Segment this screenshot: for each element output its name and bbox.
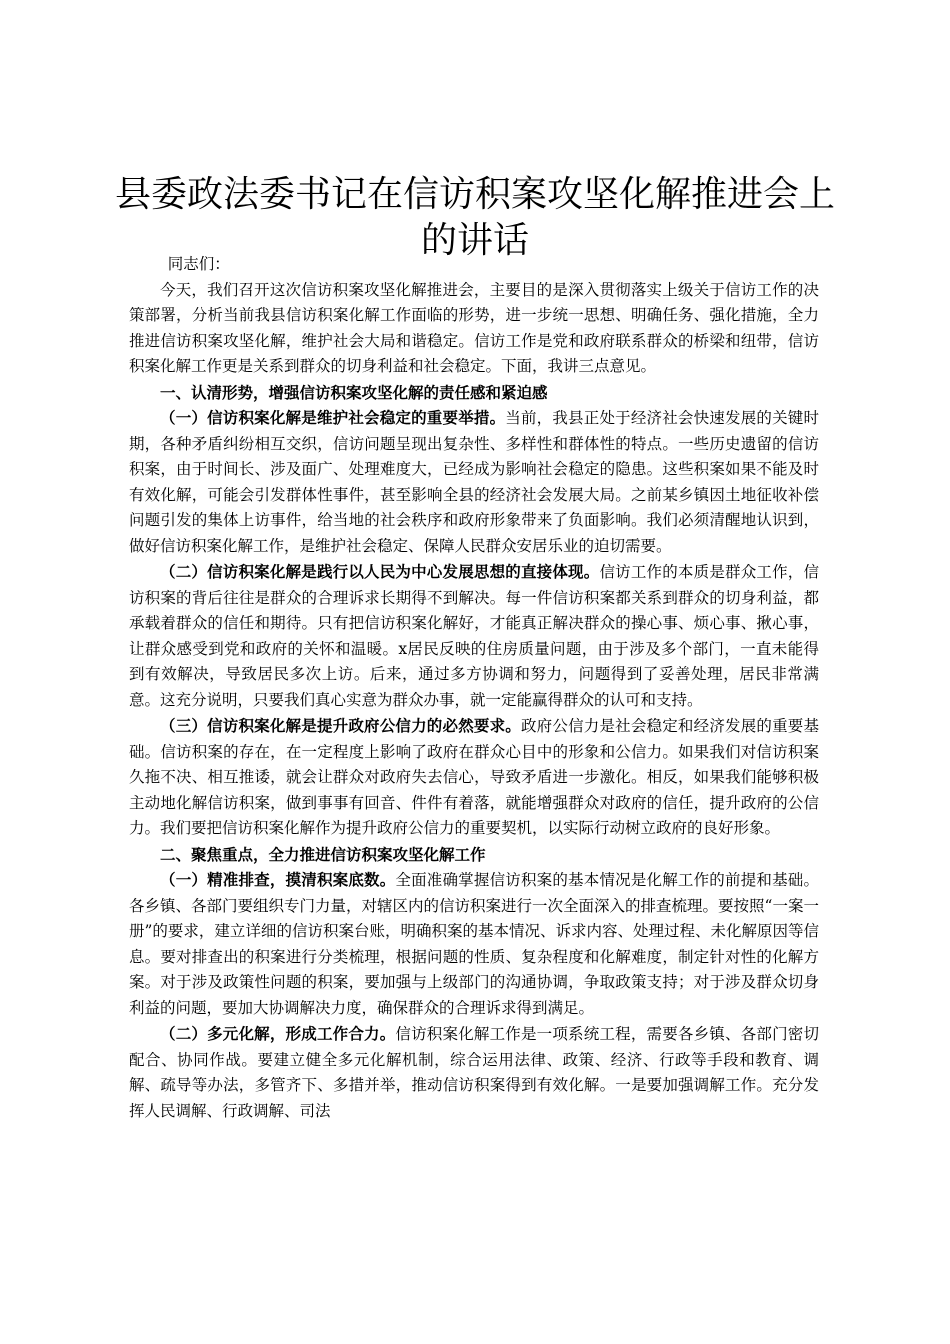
paragraph-text: 信访积案化解工作是一项系统工程，需要各乡镇、各部门密切配合、协同作战。要建立健全多元化解机制，综合运用法律、政策、经济、行政等手段和教育、调解、疏导等办法，多管齐下、多措并举，推动信访积案得到有效化解。一是要加强调解工作。充分发挥人民调解、行政调解、司法 bbox=[129, 1025, 819, 1120]
document-title: 县委政法委书记在信访积案攻坚化解推进会上的讲话 bbox=[114, 174, 835, 261]
section-heading: 二、聚焦重点，全力推进信访积案攻坚化解工作 bbox=[160, 844, 486, 864]
paragraph-lead: （一）精准排查，摸清积案底数。 bbox=[160, 870, 396, 889]
paragraph-text: 全面准确掌握信访积案的基本情况是化解工作的前提和基础。各乡镇、各部门要组织专门力量，对辖区内的信访积案进行一次全面深入的排查梳理。要按照“一案一册”的要求，建立详细的信访积案台账，明确积案的基本情况、诉求内容、处理过程、未化解原因等信息。要对排查出的积案进行分类梳理，根据问题的性质、复杂程度和化解难度，制定针对性的化解方案。对于涉及政策性问题的积案，要加强与上级部门的沟通协调，争取政策支持；对于涉及群众切身利益的问题，要加大协调解决力度，确保群众的合理诉求得到满足。 bbox=[129, 871, 819, 1017]
body-paragraph bbox=[129, 405, 819, 559]
paragraph-lead: （二）多元化解，形成工作合力。 bbox=[160, 1024, 396, 1043]
section-heading: 一、认清形势，增强信访积案攻坚化解的责任感和紧迫感 bbox=[160, 382, 548, 402]
body-paragraph bbox=[129, 1021, 819, 1124]
paragraph-lead: （三）信访积案化解是提升政府公信力的必然要求。 bbox=[160, 716, 521, 735]
greeting: 同志们： bbox=[167, 255, 230, 273]
document-body bbox=[129, 252, 819, 1124]
paragraph-text: 当前，我县正处于经济社会快速发展的关键时期，各种矛盾纠纷相互交织，信访问题呈现出复杂性、多样性和群体性的特点。一些历史遗留的信访积案，由于时间长、涉及面广、处理难度大，已经成为影响社会稳定的隐患。这些积案如果不能及时有效化解，可能会引发群体性事件，甚至影响全县的经济社会发展大局。之前某乡镇因土地征收补偿问题引发的集体上访事件，给当地的社会秩序和政府形象带来了负面影响。我们必须清醒地认识到，做好信访积案化解工作，是维护社会稳定、保障人民群众安居乐业的迫切需要。 bbox=[129, 409, 819, 555]
paragraph-text: 政府公信力是社会稳定和经济发展的重要基础。信访积案的存在，在一定程度上影响了政府在群众心目中的形象和公信力。如果我们对信访积案久拖不决、相互推诿，就会让群众对政府失去信心，导致矛盾进一步激化。相反，如果我们能够积极主动地化解信访积案，做到事事有回音、件件有着落，就能增强群众对政府的信任，提升政府的公信力。我们要把信访积案化解作为提升政府公信力的重要契机，以实际行动树立政府的良好形象。 bbox=[129, 717, 819, 837]
paragraph-text: 信访工作的本质是群众工作，信访积案的背后往往是群众的合理诉求长期得不到解决。每一件信访积案都关系到群众的切身利益，都承载着群众的信任和期待。只有把信访积案化解好，才能真正解决群众的操心事、烦心事、揪心事，让群众感受到党和政府的关怀和温暖。x居民反映的住房质量问题，由于涉及多个部门，一直未能得到有效解决，导致居民多次上访。后来，通过多方协调和努力，问题得到了妥善处理，居民非常满意。这充分说明，只要我们真心实意为群众办事，就一定能赢得群众的认可和支持。 bbox=[129, 563, 819, 709]
body-paragraph bbox=[129, 867, 819, 1021]
body-paragraph bbox=[129, 559, 819, 713]
paragraph-lead: （二）信访积案化解是践行以人民为中心发展思想的直接体现。 bbox=[160, 562, 600, 581]
intro-paragraph: 今天，我们召开这次信访积案攻坚化解推进会，主要目的是深入贯彻落实上级关于信访工作的决策部署，分析当前我县信访积案化解工作面临的形势，进一步统一思想、明确任务、强化措施，全力推进信访积案攻坚化解，维护社会大局和谐稳定。信访工作是党和政府联系群众的桥梁和纽带，信访积案化解工作更是关系到群众的切身利益和社会稳定。下面，我讲三点意见。 bbox=[129, 280, 819, 375]
paragraph-lead: （一）信访积案化解是维护社会稳定的重要举措。 bbox=[160, 408, 506, 427]
body-paragraph bbox=[129, 713, 819, 842]
